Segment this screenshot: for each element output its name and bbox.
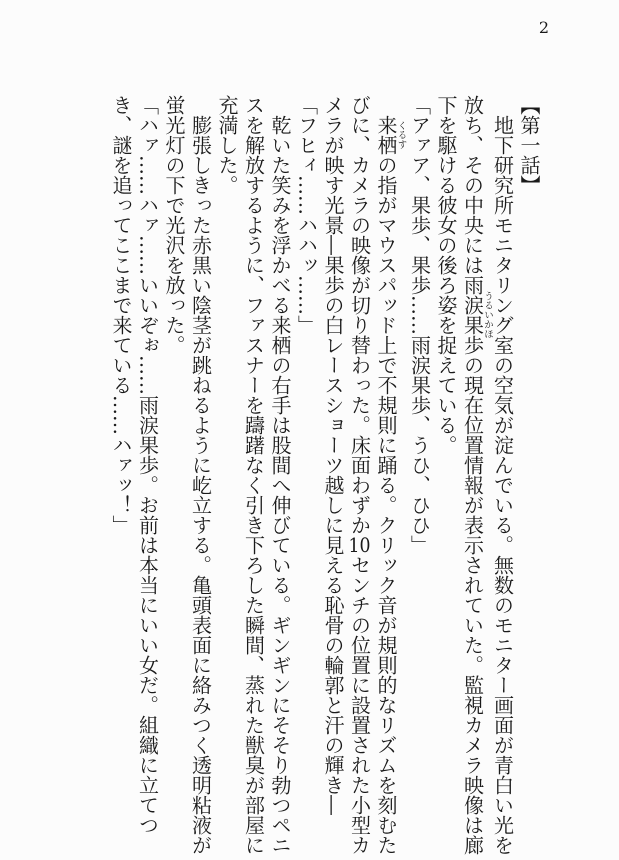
- paragraph: 来栖くるすの指がマウスパッド上で不規則に踊る。クリック音が規則的なリズムを刻むたびに、カメラの映像が切り替わった。床面わずか10センチの位置に設置された小型カメラが映す光景―果歩の白レースショーツ越しに見える恥骨の輪郭と汗の輝き―: [321, 95, 407, 855]
- text-block: [108, 95, 543, 857]
- paragraph: 「ハァ……ハァ……いいぞぉ……雨涙果歩。お前は本当にいい女だ。組織に立てつき、謎を追ってここまで来ている……ハァッ！」: [109, 95, 160, 835]
- page-number: 2: [538, 18, 549, 37]
- paragraph: 膨張しきった赤黒い陰茎が跳ねるように屹立する。亀頭表面に絡みつく透明粘液が蛍光灯の下で光沢を放った。: [162, 95, 213, 855]
- paragraph: 「アァア、果歩、果歩……雨涙果歩、うひ、ひひ」: [407, 95, 432, 555]
- paragraphs: [108, 95, 516, 857]
- chapter-heading: 【第一話】: [517, 95, 541, 195]
- furigana-annotated-name: 来栖くるす: [374, 115, 407, 155]
- paragraph: 乾いた笑みを浮かべる来栖の右手は股間へ伸びている。ギンギンにそそり勃つペニスを解放するように、ファスナーを躊躇なく引き下ろした瞬間、蒸れた獣臭が部屋に充満した。: [215, 95, 292, 855]
- furigana-annotated-name: 雨涙果歩うるいかほ: [460, 275, 493, 355]
- paragraph: 地下研究所モニタリング室の空気が淀んでいる。無数のモニター画面が青白い光を放ち、その中央には雨涙果歩うるいかほの現在位置情報が表示されていた。監視カメラ映像は廊下を駆ける彼女の後ろ姿を捉えている。: [434, 95, 515, 855]
- tate-chu-yoko-number: 10: [348, 535, 371, 555]
- paragraph: 「フヒィ……ハハッ……」: [294, 95, 319, 335]
